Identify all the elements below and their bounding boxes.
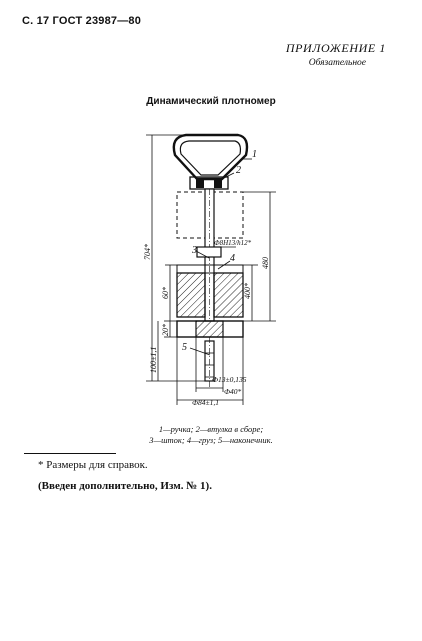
dim-60: 60* bbox=[161, 287, 170, 299]
dim-phi40: Ф40* bbox=[224, 387, 242, 396]
legend-line-2: 3—шток; 4—груз; 5—наконечник. bbox=[149, 435, 273, 445]
figure-legend bbox=[0, 424, 422, 446]
legend-line-1: 1—ручка; 2—втулка в сборе; bbox=[158, 424, 264, 434]
dim-400: 400* bbox=[243, 283, 252, 299]
dim-100: 100±1,1 bbox=[149, 346, 158, 373]
callout-5: 5 bbox=[182, 342, 187, 353]
callout-2: 2 bbox=[236, 165, 241, 176]
footnote-divider bbox=[24, 453, 116, 454]
callout-4: 4 bbox=[230, 253, 235, 264]
weight-left bbox=[177, 273, 205, 317]
guide-collar bbox=[197, 247, 221, 257]
footnote: * Размеры для справок. bbox=[38, 459, 148, 471]
densitometer-drawing bbox=[0, 115, 422, 435]
tip-holder bbox=[196, 321, 223, 337]
dim-phi84: Ф84±1,1 bbox=[192, 398, 220, 407]
dim-480: 480 bbox=[261, 257, 270, 269]
amendment-note: (Введен дополнительно, Изм. № 1). bbox=[38, 480, 212, 492]
page-reference: С. 17 ГОСТ 23987—80 bbox=[22, 15, 142, 27]
callout-3: 3 bbox=[192, 245, 197, 256]
dim-phi8: Ф8H13/h12* bbox=[214, 239, 252, 247]
dim-704: 704* bbox=[143, 244, 152, 260]
dim-20: 20* bbox=[161, 324, 170, 336]
figure-title: Динамический плотномер bbox=[146, 96, 276, 107]
dim-phi13: Ф13±0,135 bbox=[212, 375, 247, 384]
appendix-status: Обязательное bbox=[308, 58, 366, 68]
callout-1: 1 bbox=[252, 149, 257, 160]
weight-right bbox=[214, 273, 243, 317]
appendix-title: ПРИЛОЖЕНИЕ 1 bbox=[285, 41, 386, 55]
